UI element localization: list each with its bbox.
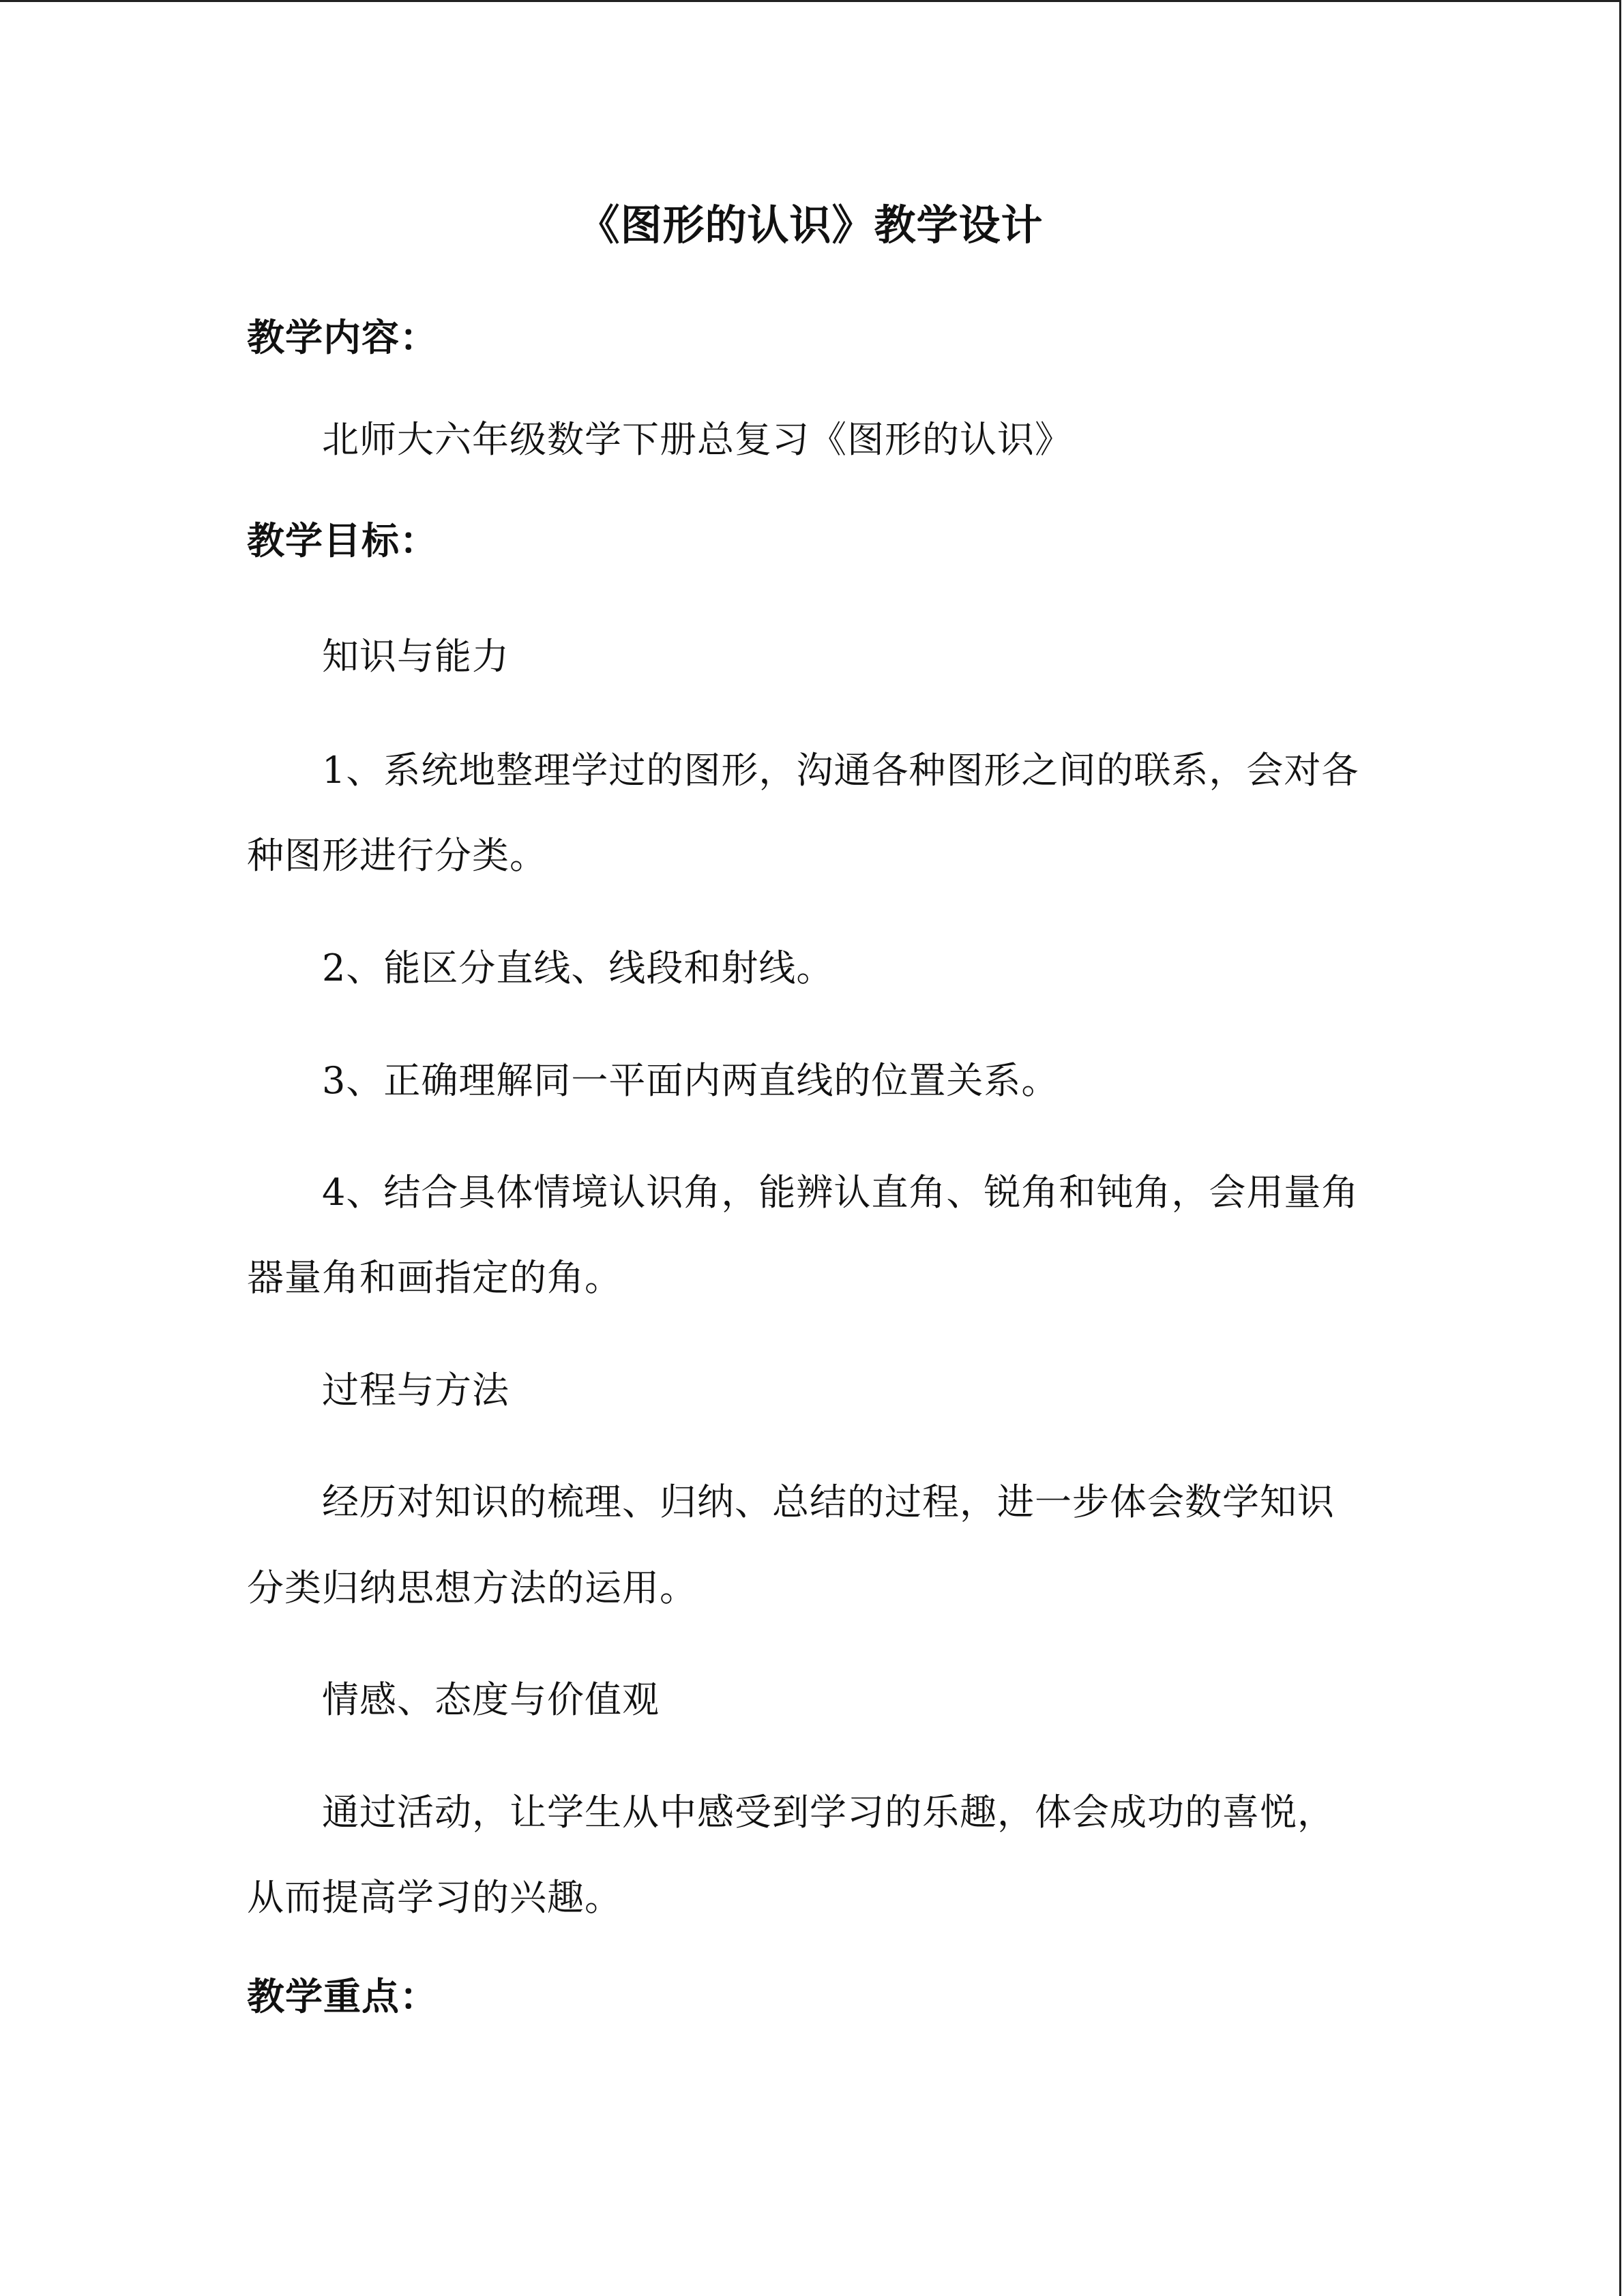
section-heading-content: 教学内容： — [247, 315, 439, 359]
section-heading-objectives: 教学目标： — [247, 518, 439, 563]
paragraph-line: 2、能区分直线、线段和射线。 — [322, 946, 834, 989]
subheading-knowledge: 知识与能力 — [322, 635, 510, 678]
paragraph-line: 器量角和画指定的角。 — [247, 1256, 622, 1299]
page-title: 《图形的认识》教学设计 — [578, 201, 1044, 250]
paragraph-line: 经历对知识的梳理、归纳、总结的过程，进一步体会数学知识 — [322, 1480, 1335, 1523]
subheading-attitude: 情感、态度与价值观 — [322, 1678, 660, 1721]
paragraph-line: 通过活动，让学生从中感受到学习的乐趣，体会成功的喜悦， — [322, 1791, 1335, 1834]
section-heading-key-points: 教学重点： — [247, 1974, 439, 2018]
paragraph-line: 从而提高学习的兴趣。 — [247, 1876, 622, 1919]
paragraph-line: 种图形进行分类。 — [247, 834, 547, 877]
paragraph-line: 3、正确理解同一平面内两直线的位置关系。 — [322, 1059, 1059, 1102]
paragraph-line: 4、结合具体情境认识角，能辨认直角、锐角和钝角，会用量角 — [322, 1171, 1359, 1214]
paragraph-line: 1、系统地整理学过的图形，沟通各种图形之间的联系，会对各 — [322, 749, 1359, 792]
paragraph-line: 北师大六年级数学下册总复习《图形的认识》 — [322, 418, 1072, 461]
paragraph-line: 分类归纳思想方法的运用。 — [247, 1566, 697, 1609]
subheading-process: 过程与方法 — [322, 1369, 510, 1412]
